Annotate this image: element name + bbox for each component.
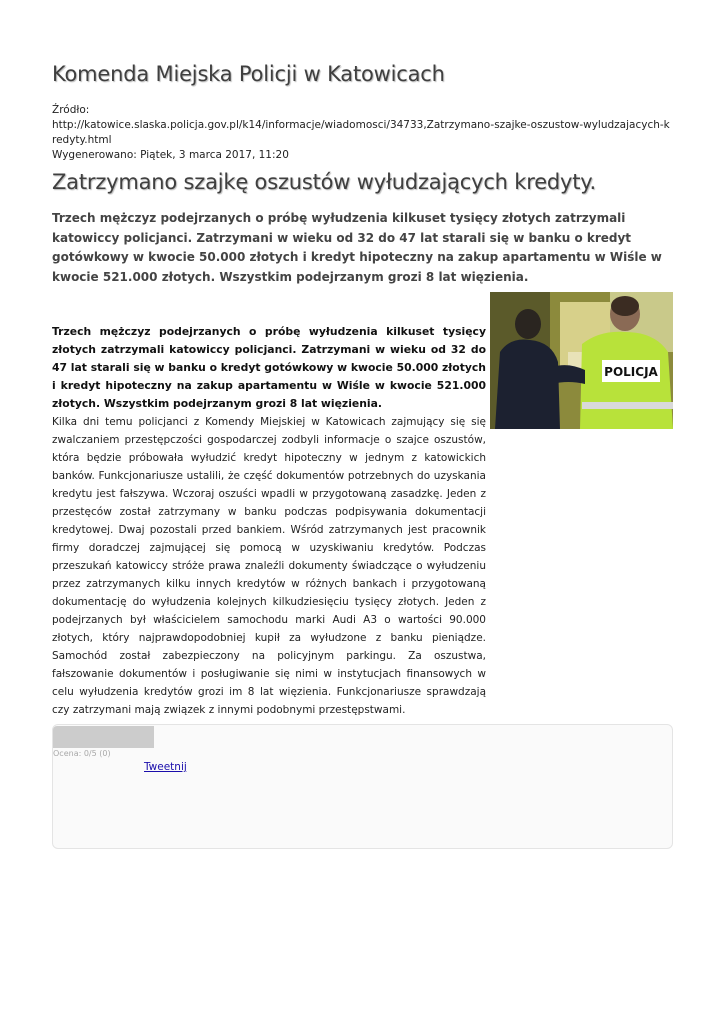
rating-text: Ocena: 0/5 (0) bbox=[53, 749, 111, 758]
vest-label: POLICJA bbox=[604, 365, 658, 379]
article-body bbox=[52, 323, 486, 719]
article-body-lead: Trzech mężczyz podejrzanych o próbę wyłudzenia kilkuset tysięcy złotych zatrzymali katowiccy policjanci. Zatrzymani w wieku od 32 do 47 lat starali się w banku o kredyt gotówkowy w kwocie 50.000 złotych i kredyt hipoteczny na zakup apartamentu w Wiśle w kwocie 521.000 złotych. Wszystkim podejrzanym grozi 8 lat więzienia. bbox=[52, 325, 486, 410]
site-title: Komenda Miejska Policji w Katowicach bbox=[52, 62, 445, 86]
article-body-text: Kilka dni temu policjanci z Komendy Miejskiej w Katowicach zajmujący się się zwalczaniem przestępczości gospodarczej zodbyli informacje o szajce oszustów, która będzie próbowała wyłudzić kredyt hipoteczny w jednym z katowickich banków. Funkcjonariusze ustalili, że część dokumentów potrzebnych do uzyskania kredytu jest fałszywa. Wczoraj oszuści wpadli w przygotowaną zasadzkę. Jeden z przestęców został zatrzymany w banku podczas podpisywania dokumentacji kredytowej. Dwaj pozostali przed bankiem. Wśród zatrzymanych jest pracownik firmy doradczej zajmującej się pomocą w uzyskiwaniu kredytów. Podczas przeszukań katowiccy stróże prawa znaleźli dokumenty świadczące o wyłudzeniu przez zatrzymanych kilku innych kredytów w różnych bankach i przygotowaną dokumentację do wyłudzenia kolejnych kilkudziesięciu tysięcy złotych. Jeden z podejrzanych był właścicielem samochodu marki Audi A3 o wartości 90.000 złotych, który najprawdopodobniej kupił za wyłudzone z banku pieniądze. Samochód został zabezpieczony na policyjnym parkingu. Za oszustwa, fałszowanie dokumentów i posługiwanie się nimi w instytucjach finansowych w celu wyłudzenia kredytów grozi im 8 lat więzienia. Funkcjonariusze sprawdzają czy zatrzymani mają związek z innymi podobnymi przestępstwami. bbox=[52, 416, 486, 716]
article-title: Zatrzymano szajkę oszustów wyłudzających kredyty. bbox=[52, 170, 597, 194]
tweet-link[interactable]: Tweetnij bbox=[144, 761, 187, 773]
source-url: http://katowice.slaska.policja.gov.pl/k14/informacje/wiadomosci/34733,Zatrzymano-szajke-oszustow-wyludzajacych-kredyty.html bbox=[52, 119, 670, 146]
rating-stars-bar[interactable] bbox=[53, 726, 154, 748]
generated-date: Wygenerowano: Piątek, 3 marca 2017, 11:20 bbox=[52, 149, 289, 161]
article-photo bbox=[490, 292, 673, 429]
source-label: Źródło: bbox=[52, 104, 90, 116]
article-lead: Trzech mężczyz podejrzanych o próbę wyłudzenia kilkuset tysięcy złotych zatrzymali katowiccy policjanci. Zatrzymani w wieku od 32 do 47 lat starali się w banku o kredyt gotówkowy w kwocie 50.000 złotych i kredyt hipoteczny na zakup apartamentu w Wiśle w kwocie 521.000 złotych. Wszystkim podejrzanym grozi 8 lat więzienia. bbox=[52, 211, 662, 284]
rating-panel bbox=[52, 724, 673, 849]
document-meta bbox=[52, 103, 673, 163]
